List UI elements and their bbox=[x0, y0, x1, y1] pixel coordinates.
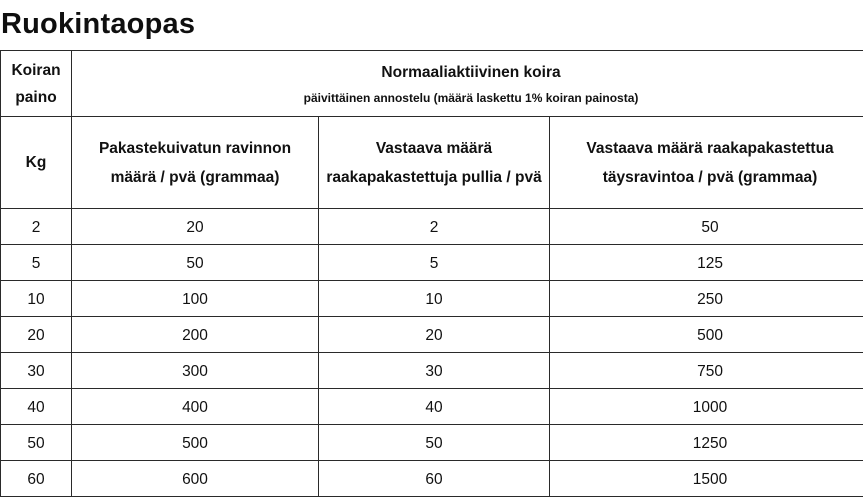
raw-balls-cell: 30 bbox=[319, 353, 550, 389]
table-row bbox=[1, 389, 863, 425]
unit-header: Kg bbox=[1, 117, 72, 209]
raw-complete-cell: 250 bbox=[550, 281, 863, 317]
dry-food-cell: 600 bbox=[72, 461, 319, 497]
raw-balls-cell: 20 bbox=[319, 317, 550, 353]
weight-cell: 2 bbox=[1, 209, 72, 245]
raw-balls-cell: 5 bbox=[319, 245, 550, 281]
page-title: Ruokintaopas bbox=[1, 4, 195, 44]
raw-complete-column-header bbox=[550, 117, 863, 209]
dry-food-cell: 200 bbox=[72, 317, 319, 353]
table-row bbox=[1, 353, 863, 389]
group-title: Normaaliaktiivinen koira bbox=[76, 59, 863, 86]
dry-food-cell: 50 bbox=[72, 245, 319, 281]
dry-food-cell: 500 bbox=[72, 425, 319, 461]
raw-complete-cell: 500 bbox=[550, 317, 863, 353]
group-header bbox=[72, 51, 863, 117]
raw-complete-cell: 125 bbox=[550, 245, 863, 281]
group-note: päivittäinen annostelu (määrä laskettu 1% koiran painosta) bbox=[76, 88, 863, 108]
table-row bbox=[1, 209, 863, 245]
dry-food-cell: 100 bbox=[72, 281, 319, 317]
raw-complete-cell: 50 bbox=[550, 209, 863, 245]
table-row bbox=[1, 245, 863, 281]
raw-balls-column-header: Vastaava määrä raakapakastettuja pullia / pvä bbox=[319, 117, 550, 209]
dry-food-cell: 400 bbox=[72, 389, 319, 425]
raw-complete-cell: 750 bbox=[550, 353, 863, 389]
dry-food-cell: 20 bbox=[72, 209, 319, 245]
table-row bbox=[1, 425, 863, 461]
raw-complete-header-label: Vastaava määrä raakapakastettua täysravintoa / pvä (grammaa) bbox=[560, 134, 860, 192]
raw-complete-cell: 1250 bbox=[550, 425, 863, 461]
weight-header-label: Koiran paino bbox=[6, 57, 66, 111]
weight-cell: 20 bbox=[1, 317, 72, 353]
weight-column-header bbox=[1, 51, 72, 117]
raw-balls-cell: 60 bbox=[319, 461, 550, 497]
table-row bbox=[1, 461, 863, 497]
weight-cell: 10 bbox=[1, 281, 72, 317]
dry-food-column-header: Pakastekuivatun ravinnon määrä / pvä (grammaa) bbox=[72, 117, 319, 209]
table-header-row bbox=[1, 51, 863, 117]
weight-cell: 60 bbox=[1, 461, 72, 497]
table-row bbox=[1, 281, 863, 317]
weight-cell: 30 bbox=[1, 353, 72, 389]
raw-balls-cell: 50 bbox=[319, 425, 550, 461]
weight-cell: 50 bbox=[1, 425, 72, 461]
weight-cell: 5 bbox=[1, 245, 72, 281]
raw-balls-cell: 2 bbox=[319, 209, 550, 245]
table-row bbox=[1, 317, 863, 353]
dry-food-cell: 300 bbox=[72, 353, 319, 389]
raw-balls-cell: 40 bbox=[319, 389, 550, 425]
feeding-guide-table bbox=[0, 50, 863, 497]
raw-balls-cell: 10 bbox=[319, 281, 550, 317]
raw-complete-cell: 1000 bbox=[550, 389, 863, 425]
weight-cell: 40 bbox=[1, 389, 72, 425]
table-subheader-row bbox=[1, 117, 863, 209]
raw-complete-cell: 1500 bbox=[550, 461, 863, 497]
